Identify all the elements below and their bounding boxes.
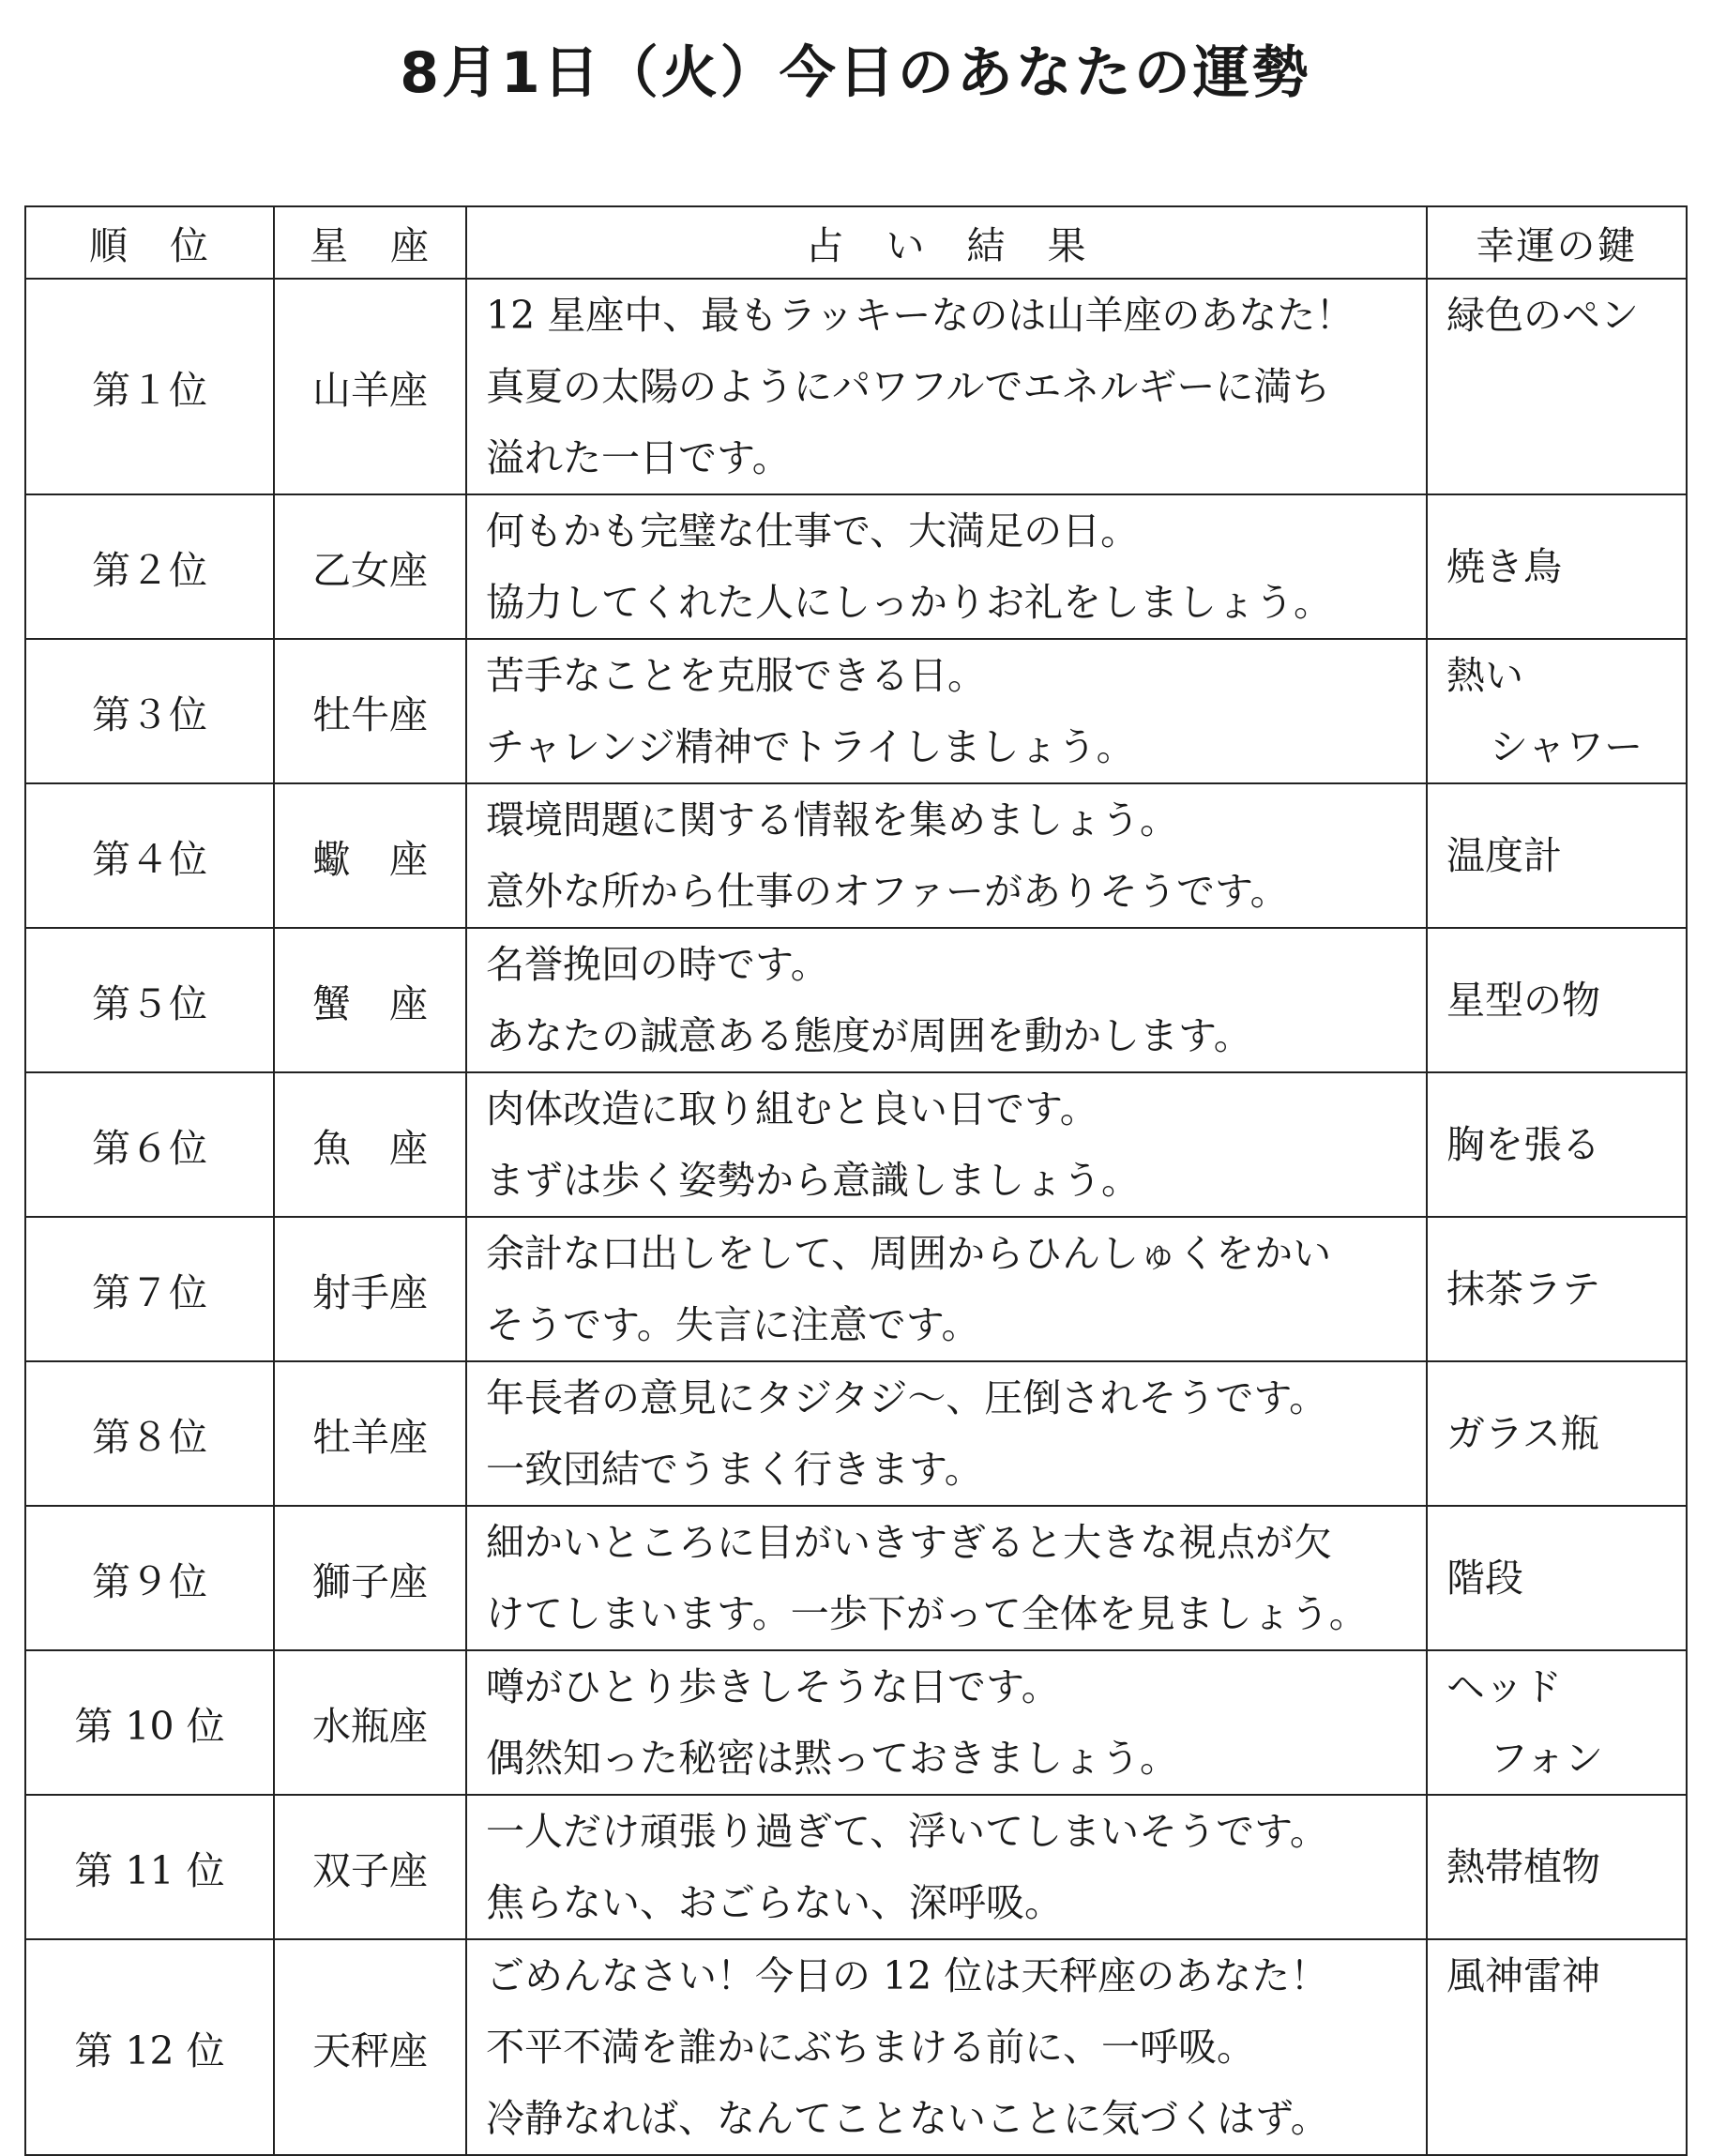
result-line: 何もかも完璧な仕事で、大満足の日。 [486, 509, 1140, 554]
result-cell [466, 1072, 1427, 1217]
result-cell [466, 928, 1427, 1072]
sign-cell: 魚 座 [274, 1072, 466, 1217]
lucky-key-text: 緑色のペン [1446, 293, 1639, 338]
lucky-key-text: ガラス瓶 [1446, 1411, 1599, 1456]
table-row [25, 639, 1687, 783]
header-sign: 星 座 [274, 206, 466, 279]
result-cell [466, 1361, 1427, 1506]
rank-cell: 第 12 位 [25, 1939, 274, 2155]
sign-cell: 水瓶座 [274, 1650, 466, 1795]
table-row [25, 494, 1687, 639]
rank-cell: 第 10 位 [25, 1650, 274, 1795]
table-row [25, 279, 1687, 494]
sign-cell: 牡牛座 [274, 639, 466, 783]
result-line: 一致団結でうまく行きます。 [486, 1447, 983, 1492]
header-rank: 順 位 [25, 206, 274, 279]
lucky-key-text: 熱い [1446, 653, 1523, 698]
table-row [25, 1217, 1687, 1361]
rank-cell: 第５位 [25, 928, 274, 1072]
result-line: 噂がひとり歩きしそうな日です。 [486, 1664, 1060, 1709]
result-line: 冷静なれば、なんてことないことに気づくはず。 [486, 2096, 1329, 2141]
page-title: 8月1日（火）今日のあなたの運勢 [400, 40, 1311, 106]
result-cell [466, 639, 1427, 783]
sign-cell: 天秤座 [274, 1939, 466, 2155]
table-row [25, 1795, 1687, 1939]
result-line: 名誉挽回の時です。 [486, 942, 829, 987]
rank-cell: 第９位 [25, 1506, 274, 1650]
rank-cell: 第 11 位 [25, 1795, 274, 1939]
result-line: 肉体改造に取り組むと良い日です。 [486, 1086, 1098, 1131]
rank-cell: 第７位 [25, 1217, 274, 1361]
result-cell [466, 279, 1427, 494]
result-line: まずは歩く姿勢から意識しましょう。 [486, 1158, 1140, 1203]
lucky-key-cell [1427, 1361, 1687, 1506]
sign-cell: 獅子座 [274, 1506, 466, 1650]
lucky-key-cell [1427, 1217, 1687, 1361]
sign-cell: 射手座 [274, 1217, 466, 1361]
result-line: 一人だけ頑張り過ぎて、浮いてしまいそうです。 [486, 1809, 1328, 1854]
fortune-table [24, 205, 1688, 2156]
rank-cell: 第６位 [25, 1072, 274, 1217]
result-line: 細かいところに目がいきすぎると大きな視点が欠 [486, 1520, 1332, 1565]
result-line: 余計な口出しをして、周囲からひんしゅくをかい [486, 1231, 1332, 1276]
result-line: 真夏の太陽のようにパワフルでエネルギーに満ち [486, 364, 1331, 409]
result-line: あなたの誠意ある態度が周囲を動かします。 [486, 1013, 1252, 1058]
result-cell [466, 1939, 1427, 2155]
lucky-key-text: 風神雷神 [1446, 1953, 1600, 1998]
result-cell [466, 1217, 1427, 1361]
sign-cell: 蠍 座 [274, 783, 466, 928]
rank-cell: 第４位 [25, 783, 274, 928]
lucky-key-cell [1427, 279, 1687, 494]
table-row [25, 1650, 1687, 1795]
lucky-key-text: 熱帯植物 [1446, 1845, 1600, 1890]
header-key: 幸運の鍵 [1427, 206, 1687, 279]
result-cell [466, 1650, 1427, 1795]
table-row [25, 1361, 1687, 1506]
lucky-key-text: 焼き鳥 [1446, 544, 1562, 589]
table-row [25, 1506, 1687, 1650]
rank-cell: 第２位 [25, 494, 274, 639]
lucky-key-text: 星型の物 [1446, 978, 1600, 1023]
rank-cell: 第３位 [25, 639, 274, 783]
result-line: 焦らない、おごらない、深呼吸。 [486, 1880, 1063, 1925]
sign-cell: 山羊座 [274, 279, 466, 494]
table-row [25, 1072, 1687, 1217]
result-cell [466, 494, 1427, 639]
lucky-key-text: フォン [1490, 1736, 1603, 1781]
lucky-key-cell [1427, 783, 1687, 928]
result-line: 苦手なことを克服できる日。 [486, 653, 986, 698]
sign-cell: 乙女座 [274, 494, 466, 639]
rank-cell: 第１位 [25, 279, 274, 494]
result-line: チャレンジ精神でトライしましょう。 [486, 724, 1135, 769]
header-result: 占 い 結 果 [466, 206, 1427, 279]
lucky-key-cell [1427, 1939, 1687, 2155]
lucky-key-cell [1427, 1072, 1687, 1217]
lucky-key-text: 胸を張る [1446, 1122, 1600, 1167]
result-line: 12 星座中、最もラッキーなのは山羊座のあなた！ [486, 293, 1355, 338]
result-line: そうです。失言に注意です。 [486, 1302, 980, 1347]
result-line: 年長者の意見にタジタジ～、圧倒されそうです。 [486, 1375, 1328, 1420]
sign-cell: 双子座 [274, 1795, 466, 1939]
lucky-key-cell [1427, 928, 1687, 1072]
result-cell [466, 1795, 1427, 1939]
result-line: 偶然知った秘密は黙っておきましょう。 [486, 1736, 1178, 1781]
lucky-key-text: 温度計 [1446, 833, 1562, 878]
lucky-key-text: シャワー [1490, 724, 1643, 769]
lucky-key-cell [1427, 639, 1687, 783]
header-row [25, 206, 1687, 279]
result-line: 意外な所から仕事のオファーがありそうです。 [486, 869, 1289, 914]
table-row [25, 1939, 1687, 2155]
result-line: 環境問題に関する情報を集めましょう。 [486, 797, 1178, 843]
result-line: けてしまいます。一歩下がって全体を見ましょう。 [486, 1591, 1368, 1636]
lucky-key-cell [1427, 494, 1687, 639]
lucky-key-text: ヘッド [1446, 1664, 1562, 1709]
sign-cell: 蟹 座 [274, 928, 466, 1072]
lucky-key-text: 階段 [1446, 1556, 1523, 1601]
lucky-key-cell [1427, 1650, 1687, 1795]
result-cell [466, 783, 1427, 928]
result-line: 溢れた一日です。 [486, 435, 791, 480]
result-cell [466, 1506, 1427, 1650]
sign-cell: 牡羊座 [274, 1361, 466, 1506]
lucky-key-cell [1427, 1795, 1687, 1939]
rank-cell: 第８位 [25, 1361, 274, 1506]
table-row [25, 783, 1687, 928]
result-line: 不平不満を誰かにぶちまける前に、一呼吸。 [486, 2025, 1255, 2070]
lucky-key-text: 抹茶ラテ [1446, 1267, 1600, 1312]
result-line: 協力してくれた人にしっかりお礼をしましょう。 [486, 580, 1332, 625]
lucky-key-cell [1427, 1506, 1687, 1650]
result-line: ごめんなさい！今日の 12 位は天秤座のあなた！ [486, 1953, 1329, 1998]
table-row [25, 928, 1687, 1072]
